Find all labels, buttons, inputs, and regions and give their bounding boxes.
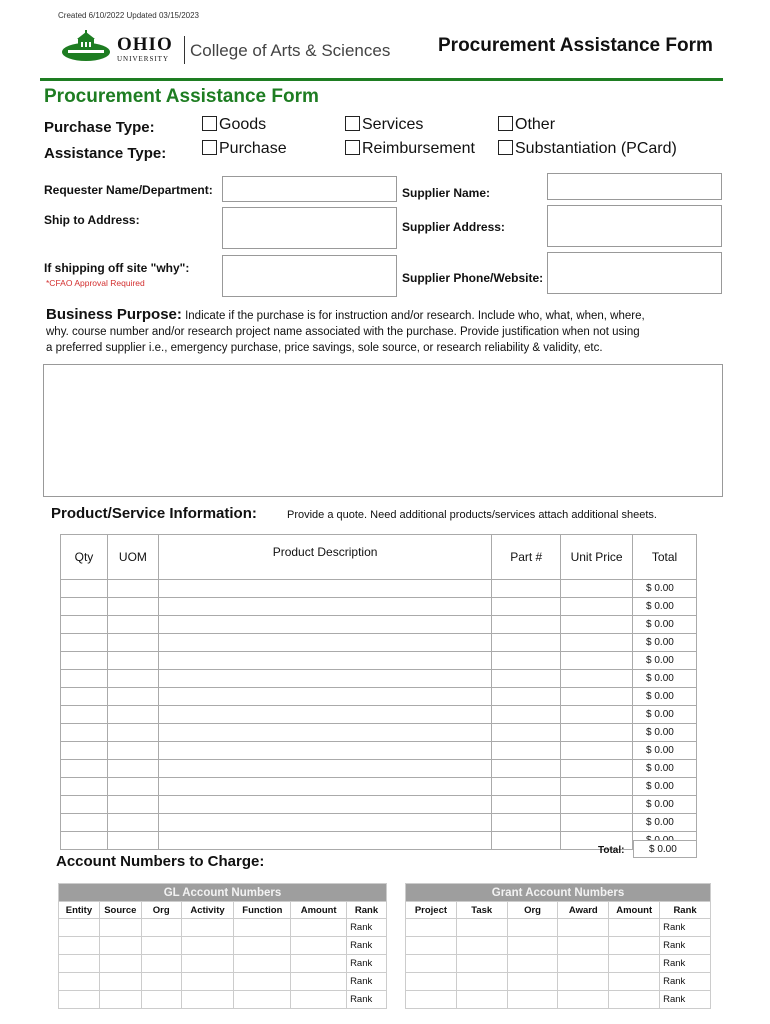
supplier-phone-label: Supplier Phone/Website: [402,271,544,285]
qty-cell[interactable] [61,580,108,598]
description-header: Product Description [158,535,491,580]
gl-rank-cell[interactable]: Rank [347,991,387,1009]
product-row [61,706,697,724]
qty-cell[interactable] [61,832,108,850]
part-cell[interactable] [492,814,561,832]
row-total-cell: $ 0.00 [633,724,697,742]
gl-input-cell[interactable] [234,991,291,1009]
product-table-header [61,535,697,580]
grant-account-table [405,883,711,1009]
reimbursement-checkbox[interactable] [345,140,475,158]
grant-col-header: Task [456,902,507,919]
description-cell[interactable] [158,814,491,832]
services-option-label: Services [362,116,424,133]
product-instructions: Provide a quote. Need additional products/services attach additional sheets. [287,509,657,521]
grant-input-cell[interactable] [507,937,558,955]
grant-input-cell[interactable] [406,919,457,937]
gl-input-cell[interactable] [59,973,100,991]
product-row [61,760,697,778]
gl-col-header: Entity [59,902,100,919]
accounts-heading: Account Numbers to Charge: [56,853,265,870]
row-total-cell: $ 0.00 [633,760,697,778]
product-row [61,796,697,814]
gl-col-header: Function [234,902,291,919]
supplier-address-label: Supplier Address: [402,220,505,234]
business-purpose-line2: why. course number and/or research project name associated with the purchase. Provide justification when not using [46,326,640,338]
row-total-cell: $ 0.00 [633,598,697,616]
uom-header: UOM [107,535,158,580]
gl-row [59,919,387,937]
qty-cell[interactable] [61,652,108,670]
gl-input-cell[interactable] [234,937,291,955]
logo-ohio-text: OHIO [117,34,173,55]
grant-input-cell[interactable] [406,955,457,973]
gl-input-cell[interactable] [234,919,291,937]
qty-header: Qty [61,535,108,580]
gl-input-cell[interactable] [291,955,347,973]
part-cell[interactable] [492,778,561,796]
business-purpose-line1: Indicate if the purchase is for instruction and/or research. Include who, what, when, where, [185,310,645,322]
product-row [61,616,697,634]
row-total-cell: $ 0.00 [633,580,697,598]
business-purpose-line3: a preferred supplier i.e., emergency purchase, price savings, sole source, or research reliability & validity, etc. [46,342,603,354]
grant-input-cell[interactable] [507,973,558,991]
part-cell[interactable] [492,634,561,652]
purchase-checkbox[interactable] [202,140,287,158]
gl-input-cell[interactable] [141,919,181,937]
unit-price-cell[interactable] [561,652,633,670]
grant-col-header: Org [507,902,558,919]
gl-row [59,937,387,955]
uom-cell[interactable] [107,598,158,616]
grant-input-cell[interactable] [609,991,660,1009]
gl-input-cell[interactable] [99,973,141,991]
description-cell[interactable] [158,778,491,796]
assistance-type-label: Assistance Type: [44,145,167,162]
uom-cell[interactable] [107,832,158,850]
requester-input[interactable] [222,176,397,202]
cfao-note: *CFAO Approval Required [46,278,145,288]
total-header: Total [633,535,697,580]
part-cell[interactable] [492,760,561,778]
grant-input-cell[interactable] [507,955,558,973]
unit-price-cell[interactable] [561,724,633,742]
row-total-cell: $ 0.00 [633,796,697,814]
business-purpose-textarea[interactable] [43,364,723,497]
unit-price-cell[interactable] [561,760,633,778]
checkbox-icon [498,116,513,131]
grant-rank-cell[interactable]: Rank [660,991,711,1009]
gl-col-header: Activity [181,902,234,919]
gl-input-cell[interactable] [181,955,234,973]
part-cell[interactable] [492,652,561,670]
gl-col-header: Rank [347,902,387,919]
description-cell[interactable] [158,724,491,742]
form-section-title: Procurement Assistance Form [44,86,319,107]
grant-input-cell[interactable] [456,973,507,991]
grant-row [406,991,711,1009]
grant-input-cell[interactable] [406,991,457,1009]
part-cell[interactable] [492,742,561,760]
row-total-cell: $ 0.00 [633,688,697,706]
supplier-address-input[interactable] [547,205,722,247]
grant-col-header: Award [558,902,609,919]
gl-title: GL Account Numbers [59,884,387,902]
ohio-university-seal-icon [60,30,112,64]
unit-price-cell[interactable] [561,580,633,598]
unit-price-cell[interactable] [561,706,633,724]
qty-cell[interactable] [61,778,108,796]
grant-title: Grant Account Numbers [406,884,711,902]
checkbox-icon [345,140,360,155]
gl-input-cell[interactable] [181,991,234,1009]
uom-cell[interactable] [107,652,158,670]
uom-cell[interactable] [107,706,158,724]
qty-cell[interactable] [61,616,108,634]
gl-input-cell[interactable] [291,991,347,1009]
substantiation-checkbox[interactable] [498,140,677,158]
uom-cell[interactable] [107,742,158,760]
uom-cell[interactable] [107,778,158,796]
description-cell[interactable] [158,832,491,850]
row-total-cell: $ 0.00 [633,652,697,670]
goods-checkbox[interactable] [202,116,266,134]
grant-rank-cell[interactable]: Rank [660,937,711,955]
grant-input-cell[interactable] [609,955,660,973]
unit-price-header: Unit Price [561,535,633,580]
ship-to-label: Ship to Address: [44,213,140,227]
qty-cell[interactable] [61,814,108,832]
supplier-name-input[interactable] [547,173,722,200]
offsite-label: If shipping off site "why": [44,261,190,275]
description-cell[interactable] [158,796,491,814]
row-total-cell: $ 0.00 [633,634,697,652]
gl-input-cell[interactable] [99,991,141,1009]
grant-input-cell[interactable] [558,937,609,955]
grant-row [406,919,711,937]
gl-account-table [58,883,387,1009]
gl-input-cell[interactable] [234,973,291,991]
description-cell[interactable] [158,742,491,760]
description-cell[interactable] [158,760,491,778]
gl-input-cell[interactable] [99,955,141,973]
product-heading: Product/Service Information: [51,505,257,522]
uom-cell[interactable] [107,724,158,742]
checkbox-icon [498,140,513,155]
total-label: Total: [598,845,625,856]
unit-price-cell[interactable] [561,670,633,688]
unit-price-cell[interactable] [561,742,633,760]
row-total-cell: $ 0.00 [633,670,697,688]
qty-cell[interactable] [61,670,108,688]
qty-cell[interactable] [61,598,108,616]
unit-price-cell[interactable] [561,598,633,616]
gl-input-cell[interactable] [99,919,141,937]
gl-rank-cell[interactable]: Rank [347,937,387,955]
supplier-name-label: Supplier Name: [402,186,491,200]
product-row [61,634,697,652]
gl-input-cell[interactable] [59,919,100,937]
gl-col-header: Amount [291,902,347,919]
grant-input-cell[interactable] [406,937,457,955]
product-table [60,534,697,850]
reimbursement-option-label: Reimbursement [362,140,475,157]
description-cell[interactable] [158,598,491,616]
gl-input-cell[interactable] [181,937,234,955]
gl-row [59,973,387,991]
gl-input-cell[interactable] [59,991,100,1009]
grant-row [406,973,711,991]
unit-price-cell[interactable] [561,778,633,796]
grant-col-header: Rank [660,902,711,919]
grant-col-header: Project [406,902,457,919]
gl-input-cell[interactable] [141,937,181,955]
requester-label: Requester Name/Department: [44,183,213,197]
uom-cell[interactable] [107,688,158,706]
description-cell[interactable] [158,688,491,706]
grant-input-cell[interactable] [406,973,457,991]
goods-option-label: Goods [219,116,267,133]
unit-price-cell[interactable] [561,814,633,832]
gl-input-cell[interactable] [291,973,347,991]
grant-input-cell[interactable] [456,955,507,973]
part-cell[interactable] [492,706,561,724]
offsite-input[interactable] [222,255,397,297]
product-row [61,652,697,670]
row-total-cell: $ 0.00 [633,706,697,724]
part-cell[interactable] [492,598,561,616]
grant-rank-cell[interactable]: Rank [660,955,711,973]
unit-price-cell[interactable] [561,688,633,706]
uom-cell[interactable] [107,796,158,814]
description-cell[interactable] [158,616,491,634]
gl-input-cell[interactable] [59,955,100,973]
product-row [61,598,697,616]
grant-row [406,955,711,973]
part-cell[interactable] [492,724,561,742]
row-total-cell: $ 0.00 [633,742,697,760]
logo-college-text: College of Arts & Sciences [190,41,391,60]
gl-col-header: Source [99,902,141,919]
product-row [61,814,697,832]
qty-cell[interactable] [61,742,108,760]
business-purpose-heading: Business Purpose: [46,306,182,323]
header-rule [40,78,723,81]
product-row [61,670,697,688]
purchase-type-label: Purchase Type: [44,119,155,136]
grant-input-cell[interactable] [558,973,609,991]
row-total-cell: $ 0.00 [633,616,697,634]
grant-input-cell[interactable] [456,991,507,1009]
grand-total: $ 0.00 [633,840,697,858]
checkbox-icon [202,116,217,131]
description-cell[interactable] [158,652,491,670]
part-cell[interactable] [492,616,561,634]
gl-input-cell[interactable] [181,919,234,937]
uom-cell[interactable] [107,760,158,778]
qty-cell[interactable] [61,760,108,778]
grant-row [406,937,711,955]
gl-input-cell[interactable] [141,991,181,1009]
qty-cell[interactable] [61,688,108,706]
other-checkbox[interactable] [498,116,555,134]
uom-cell[interactable] [107,670,158,688]
services-checkbox[interactable] [345,116,423,134]
unit-price-cell[interactable] [561,616,633,634]
gl-rank-cell[interactable]: Rank [347,919,387,937]
grant-input-cell[interactable] [456,919,507,937]
gl-col-header: Org [141,902,181,919]
grant-input-cell[interactable] [558,991,609,1009]
ship-to-input[interactable] [222,207,397,249]
grant-rank-cell[interactable]: Rank [660,973,711,991]
gl-rank-cell[interactable]: Rank [347,955,387,973]
qty-cell[interactable] [61,796,108,814]
unit-price-cell[interactable] [561,634,633,652]
product-row [61,688,697,706]
part-cell[interactable] [492,688,561,706]
gl-input-cell[interactable] [141,973,181,991]
gl-input-cell[interactable] [181,973,234,991]
grant-input-cell[interactable] [558,919,609,937]
checkbox-icon [202,140,217,155]
gl-input-cell[interactable] [141,955,181,973]
gl-input-cell[interactable] [291,937,347,955]
business-purpose-block [46,307,726,356]
document-title: Procurement Assistance Form [438,35,713,56]
row-total-cell: $ 0.00 [633,778,697,796]
unit-price-cell[interactable] [561,796,633,814]
description-cell[interactable] [158,670,491,688]
qty-cell[interactable] [61,634,108,652]
description-cell[interactable] [158,706,491,724]
gl-input-cell[interactable] [59,937,100,955]
grant-input-cell[interactable] [609,937,660,955]
part-header: Part # [492,535,561,580]
grant-input-cell[interactable] [558,955,609,973]
description-cell[interactable] [158,580,491,598]
part-cell[interactable] [492,580,561,598]
qty-cell[interactable] [61,724,108,742]
gl-rank-cell[interactable]: Rank [347,973,387,991]
grant-col-header: Amount [609,902,660,919]
purchase-option-label: Purchase [219,140,287,157]
logo-university-text: UNIVERSITY [117,55,169,63]
product-row [61,778,697,796]
grant-input-cell[interactable] [507,991,558,1009]
grant-input-cell[interactable] [456,937,507,955]
uom-cell[interactable] [107,616,158,634]
uom-cell[interactable] [107,814,158,832]
grant-input-cell[interactable] [609,919,660,937]
gl-row [59,955,387,973]
uom-cell[interactable] [107,634,158,652]
grant-input-cell[interactable] [507,919,558,937]
checkbox-icon [345,116,360,131]
part-cell[interactable] [492,796,561,814]
supplier-phone-input[interactable] [547,252,722,294]
grant-rank-cell[interactable]: Rank [660,919,711,937]
created-updated-text: Created 6/10/2022 Updated 03/15/2023 [58,11,200,20]
qty-cell[interactable] [61,706,108,724]
other-option-label: Other [515,116,556,133]
grant-input-cell[interactable] [609,973,660,991]
gl-input-cell[interactable] [99,937,141,955]
product-row [61,724,697,742]
gl-input-cell[interactable] [234,955,291,973]
product-row [61,742,697,760]
gl-row [59,991,387,1009]
part-cell[interactable] [492,832,561,850]
gl-input-cell[interactable] [291,919,347,937]
substantiation-option-label: Substantiation (PCard) [515,140,677,157]
uom-cell[interactable] [107,580,158,598]
part-cell[interactable] [492,670,561,688]
product-row [61,580,697,598]
description-cell[interactable] [158,634,491,652]
row-total-cell: $ 0.00 [633,814,697,832]
logo-divider [184,36,185,64]
